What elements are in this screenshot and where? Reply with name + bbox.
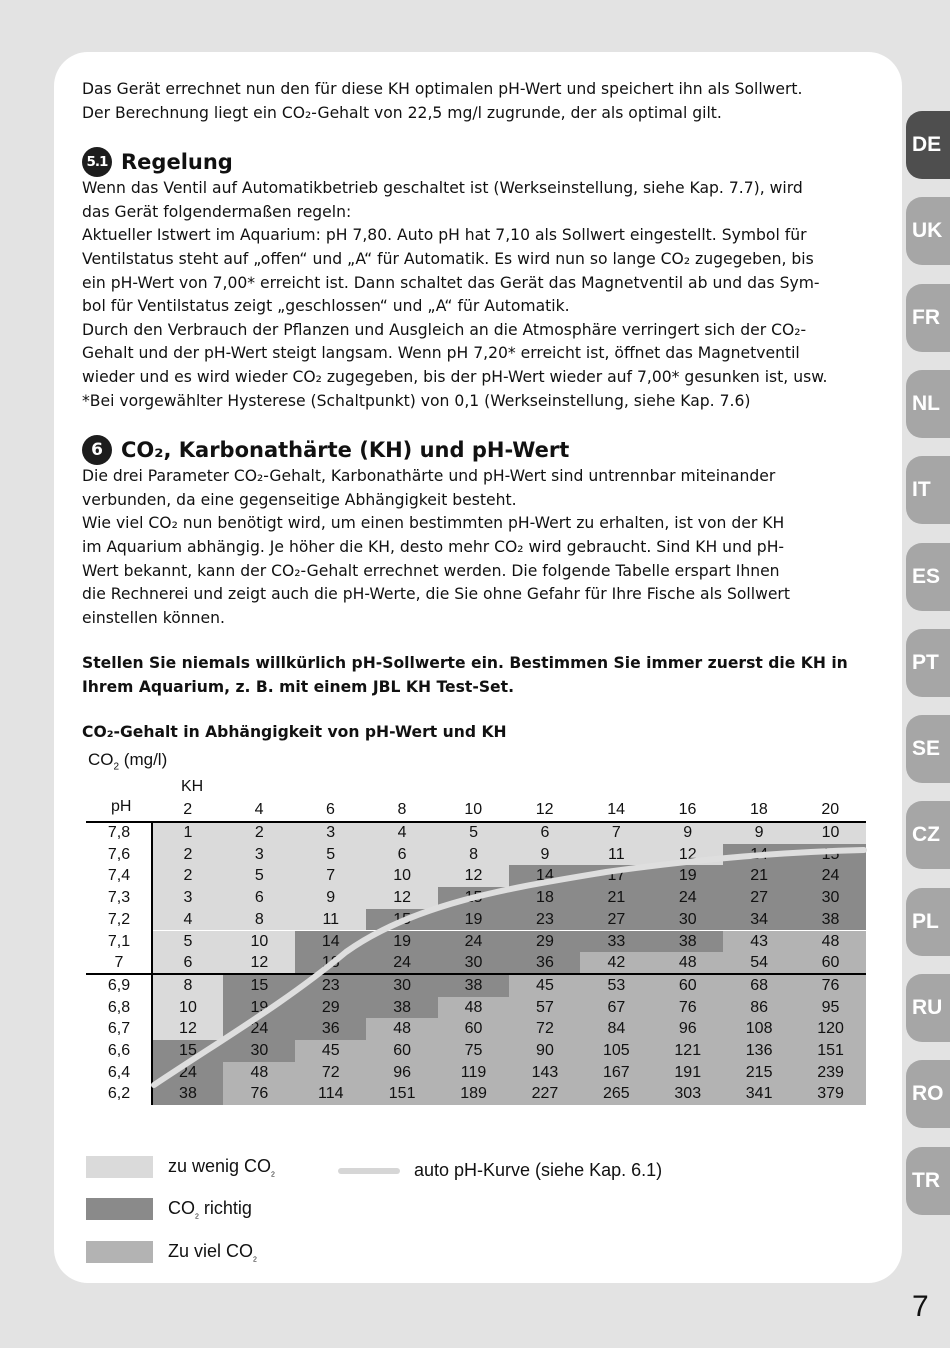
section-title: CO₂, Karbonathärte (KH) und pH-Wert	[121, 438, 570, 463]
table-cell: 1	[152, 822, 224, 844]
table-cell: 18	[509, 887, 581, 909]
table-cell: 8	[438, 844, 510, 866]
language-tab-pl[interactable]: PL	[906, 888, 950, 956]
table-cell: 72	[295, 1062, 367, 1084]
table-cell: 9	[652, 822, 724, 844]
table-cell: 215	[723, 1062, 795, 1084]
table-cell: 8	[152, 975, 224, 997]
body-line: Die drei Parameter CO₂-Gehalt, Karbonathärte und pH-Wert sind untrennbar miteinander	[82, 467, 776, 486]
table-cell: 19	[438, 909, 510, 931]
legend	[86, 1150, 706, 1280]
language-tab-de[interactable]: DE	[906, 111, 950, 179]
language-tab-cz[interactable]: CZ	[906, 801, 950, 869]
legend-item-curve	[338, 1160, 662, 1181]
table-cell: 3	[223, 844, 295, 866]
table-cell: 53	[580, 975, 652, 997]
legend-label: $CO_2$ richtig	[168, 1198, 252, 1221]
kh-column-header: 18	[749, 801, 768, 818]
table-cell: 24	[223, 1018, 295, 1040]
table-cell: 33	[580, 931, 652, 953]
curve-sample-line	[338, 1168, 400, 1174]
table-cell: 19	[366, 931, 438, 953]
intro-line: Das Gerät errechnet nun den für diese KH optimalen pH-Wert und speichert ihn als Sollwert.	[82, 80, 803, 98]
table-cell: 19	[223, 997, 295, 1019]
table-cell: 57	[509, 997, 581, 1019]
kh-column-header: 20	[821, 801, 840, 818]
table-cell: 227	[509, 1083, 581, 1105]
kh-column-header: 4	[254, 801, 264, 818]
warning-note: Ihrem Aquarium, z. B. mit einem JBL KH Test-Set.	[82, 677, 515, 696]
table-cell: 27	[580, 909, 652, 931]
table-cell: 29	[509, 931, 581, 953]
table-cell: 67	[580, 997, 652, 1019]
table-cell: 96	[366, 1062, 438, 1084]
table-cell: 14	[295, 931, 367, 953]
table-cell: 5	[152, 931, 224, 953]
ph-row-header: 7,3	[107, 889, 131, 907]
intro-line: Der Berechnung liegt ein CO₂-Gehalt von 22,5 mg/l zugrunde, der als optimal gilt.	[82, 103, 722, 122]
table-cell: 167	[580, 1062, 652, 1084]
language-tab-uk[interactable]: UK	[906, 197, 950, 265]
table-cell: 151	[795, 1040, 867, 1062]
table-cell: 76	[652, 997, 724, 1019]
ph-row-header: 6,9	[107, 976, 131, 994]
legend-item-too-little	[86, 1156, 275, 1179]
table-cell: 119	[438, 1062, 510, 1084]
table-cell: 60	[652, 975, 724, 997]
table-cell: 15	[795, 844, 867, 866]
language-tab-es[interactable]: ES	[906, 543, 950, 611]
warning-note: Stellen Sie niemals willkürlich pH-Sollwerte ein. Bestimmen Sie immer zuerst die KH in	[82, 654, 848, 673]
ph-row-header: 7,1	[107, 932, 131, 950]
language-tab-ro[interactable]: RO	[906, 1060, 950, 1128]
table-cell: 90	[509, 1040, 581, 1062]
ph-row-header: 6,7	[107, 1020, 131, 1038]
table-cell: 48	[652, 952, 724, 974]
table-cell: 76	[795, 975, 867, 997]
kh-column-header: 8	[397, 801, 407, 818]
body-line: das Gerät folgendermaßen regeln:	[82, 202, 352, 221]
table-cell: 38	[152, 1083, 224, 1105]
section-number-badge: 5.1	[82, 147, 112, 177]
table-cell: 12	[652, 844, 724, 866]
kh-column-header: 16	[678, 801, 697, 818]
table-cell: 19	[652, 865, 724, 887]
table-cell: 11	[295, 909, 367, 931]
section-number-badge: 6	[82, 435, 112, 465]
table-cell: 5	[223, 865, 295, 887]
table-cell: 5	[438, 822, 510, 844]
ph-row-header: 6,4	[107, 1063, 131, 1081]
table-cell: 15	[438, 887, 510, 909]
table-cell: 24	[366, 952, 438, 974]
table-cell: 30	[223, 1040, 295, 1062]
table-cell: 9	[509, 844, 581, 866]
table-cell: 105	[580, 1040, 652, 1062]
table-cell: 48	[795, 931, 867, 953]
table-cell: 24	[652, 887, 724, 909]
language-tab-pt[interactable]: PT	[906, 629, 950, 697]
ph-row-header: 6,6	[107, 1042, 131, 1059]
table-cell: 7	[295, 865, 367, 887]
table-cell: 54	[723, 952, 795, 974]
language-tab-fr[interactable]: FR	[906, 284, 950, 352]
legend-swatch	[86, 1156, 153, 1178]
table-cell: 379	[795, 1083, 867, 1105]
ph-row-header: 6,2	[107, 1085, 131, 1103]
table-cell: 29	[295, 997, 367, 1019]
table-cell: 8	[223, 909, 295, 931]
legend-swatch	[86, 1241, 153, 1263]
table-cell: 108	[723, 1018, 795, 1040]
table-cell: 60	[366, 1040, 438, 1062]
section-heading-regelung	[82, 147, 882, 177]
table-cell: 15	[366, 909, 438, 931]
table-cell: 48	[223, 1062, 295, 1084]
table-cell: 45	[295, 1040, 367, 1062]
kh-column-header: 14	[607, 801, 625, 818]
co2-table	[86, 750, 868, 1120]
table-cell: 38	[652, 931, 724, 953]
table-cell: 18	[295, 952, 367, 974]
table-cell: 3	[295, 822, 367, 844]
kh-column-header: 12	[535, 801, 554, 818]
table-cell: 86	[723, 997, 795, 1019]
table-cell: 6	[223, 887, 295, 909]
ph-row-header: 7,2	[107, 910, 131, 928]
table-cell: 30	[652, 909, 724, 931]
table-cell: 4	[366, 822, 438, 844]
table-cell: 303	[652, 1083, 724, 1105]
language-tab-tr[interactable]: TR	[906, 1147, 950, 1215]
table-cell: 6	[366, 844, 438, 866]
main-content	[82, 78, 882, 743]
table-cell: 10	[223, 931, 295, 953]
ph-row-header: 7,4	[107, 867, 131, 885]
table-cell: 15	[223, 975, 295, 997]
table-cell: 9	[295, 887, 367, 909]
legend-label: Zu viel $CO_2$	[168, 1241, 257, 1264]
table-cell: 96	[652, 1018, 724, 1040]
table-cell: 48	[366, 1018, 438, 1040]
table-cell: 5	[295, 844, 367, 866]
language-tab-it[interactable]: IT	[906, 456, 950, 524]
table-cell: 23	[509, 909, 581, 931]
table-cell: 68	[723, 975, 795, 997]
table-rule	[86, 973, 866, 975]
body-line: ein pH-Wert von 7,00* erreicht ist. Dann schaltet das Gerät das Magnetventil ab und das Sym-	[82, 273, 820, 292]
body-line: einstellen können.	[82, 608, 225, 627]
body-line: bol für Ventilstatus zeigt „geschlossen“ und „A“ für Automatik.	[82, 297, 570, 316]
legend-swatch	[86, 1198, 153, 1220]
body-line: Durch den Verbrauch der Pflanzen und Ausgleich an die Atmosphäre verringert sich der CO₂-	[82, 320, 807, 339]
page-number: 7	[912, 1290, 929, 1323]
table-cell: 4	[152, 909, 224, 931]
table-cell: 10	[795, 822, 867, 844]
table-cell: 2	[152, 865, 224, 887]
legend-item-too-much	[86, 1241, 257, 1264]
section-title: Regelung	[121, 150, 233, 175]
unit-label: $CO_2$ (mg/l)	[88, 750, 168, 773]
ph-axis-label: pH	[111, 798, 132, 815]
table-cell: 75	[438, 1040, 510, 1062]
section-heading-co2	[82, 435, 882, 465]
table-cell: 76	[223, 1083, 295, 1105]
table-cell: 14	[509, 865, 581, 887]
table-cell: 27	[723, 887, 795, 909]
table-cell: 24	[795, 865, 867, 887]
body-line: Aktueller Istwert im Aquarium: pH 7,80. Auto pH hat 7,10 als Sollwert eingestellt. Symbol für	[82, 226, 807, 245]
table-cell: 45	[509, 975, 581, 997]
table-cell: 48	[438, 997, 510, 1019]
table-cell: 34	[723, 909, 795, 931]
body-line: Wenn das Ventil auf Automatikbetrieb geschaltet ist (Werkseinstellung, siehe Kap. 7.7), wird	[82, 179, 803, 198]
table-cell: 6	[152, 952, 224, 974]
body-line: *Bei vorgewählter Hysterese (Schaltpunkt) von 0,1 (Werkseinstellung, siehe Kap. 7.6)	[82, 391, 751, 410]
language-tab-se[interactable]: SE	[906, 715, 950, 783]
table-cell: 6	[509, 822, 581, 844]
legend-label: auto pH-Kurve (siehe Kap. 6.1)	[414, 1160, 663, 1180]
table-cell: 191	[652, 1062, 724, 1084]
table-cell: 14	[723, 844, 795, 866]
table-cell: 341	[723, 1083, 795, 1105]
table-cell: 120	[795, 1018, 867, 1040]
table-cell: 151	[366, 1083, 438, 1105]
body-line: Wie viel CO₂ nun benötigt wird, um einen bestimmten pH-Wert zu erhalten, ist von der KH	[82, 514, 785, 533]
ph-row-header: 7,6	[107, 845, 131, 863]
table-cell: 21	[580, 887, 652, 909]
table-cell: 10	[366, 865, 438, 887]
table-cell: 189	[438, 1083, 510, 1105]
table-cell: 43	[723, 931, 795, 953]
table-cell: 121	[652, 1040, 724, 1062]
table-cell: 10	[152, 997, 224, 1019]
table-cell: 38	[438, 975, 510, 997]
table-cell: 12	[152, 1018, 224, 1040]
table-cell: 30	[366, 975, 438, 997]
body-line: Wert bekannt, kann der CO₂-Gehalt errechnet werden. Die folgende Tabelle erspart Ihnen	[82, 561, 780, 580]
table-cell: 12	[223, 952, 295, 974]
kh-column-header: 6	[326, 801, 335, 818]
table-cell: 38	[795, 909, 867, 931]
table-cell: 36	[509, 952, 581, 974]
table-cell: 12	[366, 887, 438, 909]
body-line: verbunden, da eine gegenseitige Abhängigkeit besteht.	[82, 490, 517, 509]
kh-column-header: 2	[183, 801, 193, 818]
table-cell: 239	[795, 1062, 867, 1084]
table-cell: 21	[723, 865, 795, 887]
table-cell: 3	[152, 887, 224, 909]
table-cell: 143	[509, 1062, 581, 1084]
table-cell: 60	[438, 1018, 510, 1040]
table-cell: 23	[295, 975, 367, 997]
ph-row-header: 6,8	[107, 998, 131, 1016]
table-cell: 7	[580, 822, 652, 844]
table-cell: 2	[223, 822, 295, 844]
language-tab-nl[interactable]: NL	[906, 370, 950, 438]
body-line: im Aquarium abhängig. Je höher die KH, desto mehr CO₂ wird gebraucht. Sind KH und pH-	[82, 537, 785, 556]
body-line: Ventilstatus steht auf „offen“ und „A“ für Automatik. Es wird nun so lange CO₂ zugegeben, bis	[82, 249, 814, 268]
body-line: Gehalt und der pH-Wert steigt langsam. Wenn pH 7,20* erreicht ist, öffnet das Magnetventil	[82, 344, 800, 363]
ph-row-header: 7,8	[107, 824, 131, 841]
table-cell: 9	[723, 822, 795, 844]
table-cell: 24	[152, 1062, 224, 1084]
legend-item-correct	[86, 1198, 252, 1221]
table-cell: 2	[152, 844, 224, 866]
body-line: wieder und es wird wieder CO₂ zugegeben, bis der pH-Wert wieder auf 7,00* gesunken ist, usw.	[82, 367, 828, 386]
table-title: CO₂-Gehalt in Abhängigkeit von pH-Wert und KH	[82, 723, 507, 742]
table-cell: 84	[580, 1018, 652, 1040]
table-cell: 60	[795, 952, 867, 974]
kh-axis-label: KH	[181, 778, 204, 795]
table-cell: 38	[366, 997, 438, 1019]
ph-row-header: 7	[114, 954, 124, 972]
table-cell: 72	[509, 1018, 581, 1040]
table-cell: 136	[723, 1040, 795, 1062]
table-cell: 36	[295, 1018, 367, 1040]
table-cell: 24	[438, 931, 510, 953]
legend-label: zu wenig $CO_2$	[168, 1156, 275, 1179]
table-cell: 42	[580, 952, 652, 974]
table-cell: 265	[580, 1083, 652, 1105]
table-cell: 17	[580, 865, 652, 887]
table-cell: 30	[438, 952, 510, 974]
table-cell: 11	[580, 844, 652, 866]
table-cell: 114	[295, 1083, 367, 1105]
table-cell: 12	[438, 865, 510, 887]
table-cell: 30	[795, 887, 867, 909]
body-line: die Rechnerei und zeigt auch die pH-Werte, die Sie ohne Gefahr für Ihre Fische als Sollwert	[82, 585, 790, 604]
language-tab-ru[interactable]: RU	[906, 974, 950, 1042]
table-cell: 15	[152, 1040, 224, 1062]
table-cell: 95	[795, 997, 867, 1019]
table-rule	[151, 821, 153, 1105]
table-rule	[86, 821, 866, 823]
kh-column-header: 10	[464, 801, 483, 818]
